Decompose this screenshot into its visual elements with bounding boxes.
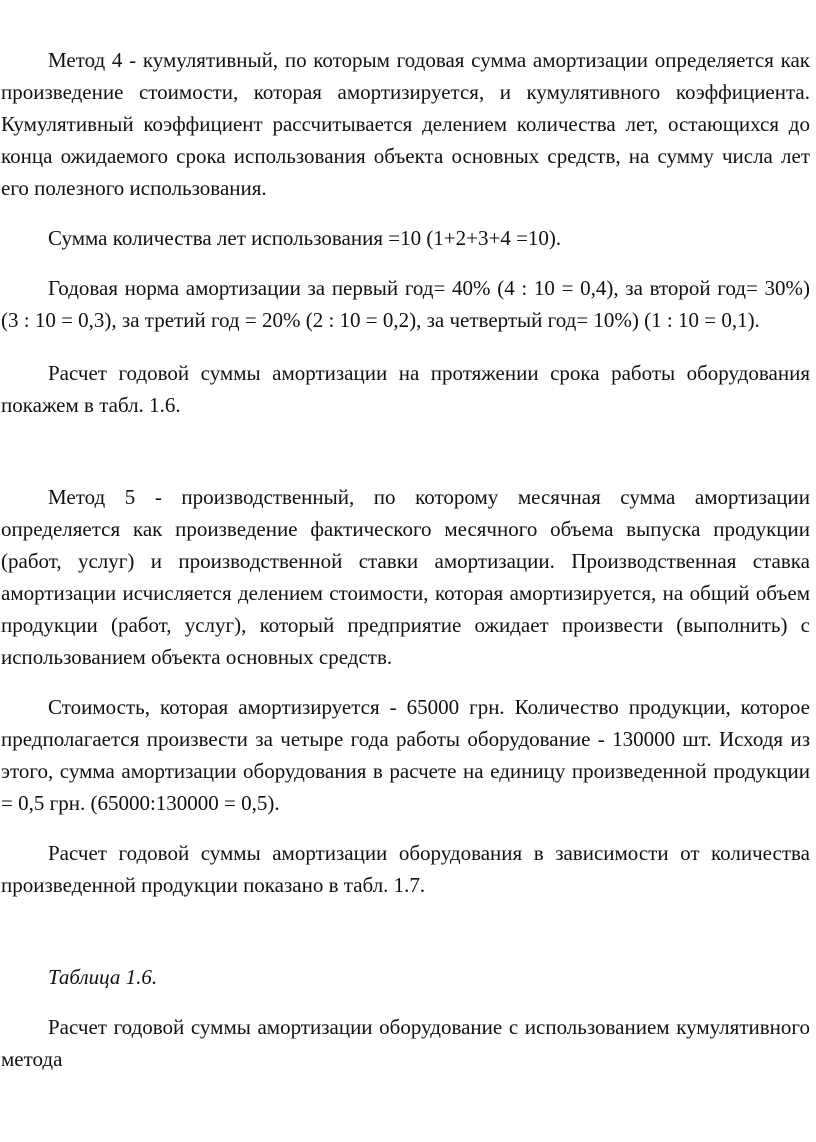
paragraph-table-ref-1-7: Расчет годовой суммы амортизации оборудования в зависимости от количества произведенной продукции показано в табл. 1.7.	[1, 841, 810, 897]
table-caption: Таблица 1.6.	[48, 965, 158, 989]
paragraph-depreciable-cost: Стоимость, которая амортизируется - 65000 грн. Количество продукции, которое предполагается произвести за четыре года работы оборудование - 130000 шт. Исходя из этого, сумма амортизации оборудования в расчете на единицу произведенной продукции = 0,5 грн. (65000:130000 = 0,5).	[1, 695, 810, 815]
paragraph-method-4: Метод 4 - кумулятивный, по которым годовая сумма амортизации определяется как произведение стоимости, которая амортизируется, и кумулятивного коэффициента. Кумулятивный коэффициент рассчитывается делением количества лет, остающихся до конца ожидаемого срока использования объекта основных средств, на сумму числа лет его полезного использования.	[1, 48, 810, 200]
table-title: Расчет годовой суммы амортизации оборудование с использованием кумулятивного метода	[1, 1015, 810, 1071]
paragraph-years-sum: Сумма количества лет использования =10 (1+2+3+4 =10).	[48, 226, 562, 250]
paragraph-table-ref-1-6: Расчет годовой суммы амортизации на протяжении срока работы оборудования покажем в табл. 1.6.	[1, 361, 810, 417]
paragraph-annual-rate: Годовая норма амортизации за первый год= 40% (4 : 10 = 0,4), за второй год= 30%) (3 : 10 = 0,3), за третий год = 20% (2 : 10 = 0,2), за четвертый год= 10%) (1 : 10 = 0,1).	[1, 276, 810, 332]
paragraph-method-5: Метод 5 - производственный, по которому месячная сумма амортизации определяется как произведение фактического месячного объема выпуска продукции (работ, услуг) и производственной ставки амортизации. Производственная ставка амортизации исчисляется делением стоимости, которая амортизируется, на общий объем продукции (работ, услуг), который предприятие ожидает произвести (выполнить) с использованием объекта основных средств.	[1, 485, 810, 669]
